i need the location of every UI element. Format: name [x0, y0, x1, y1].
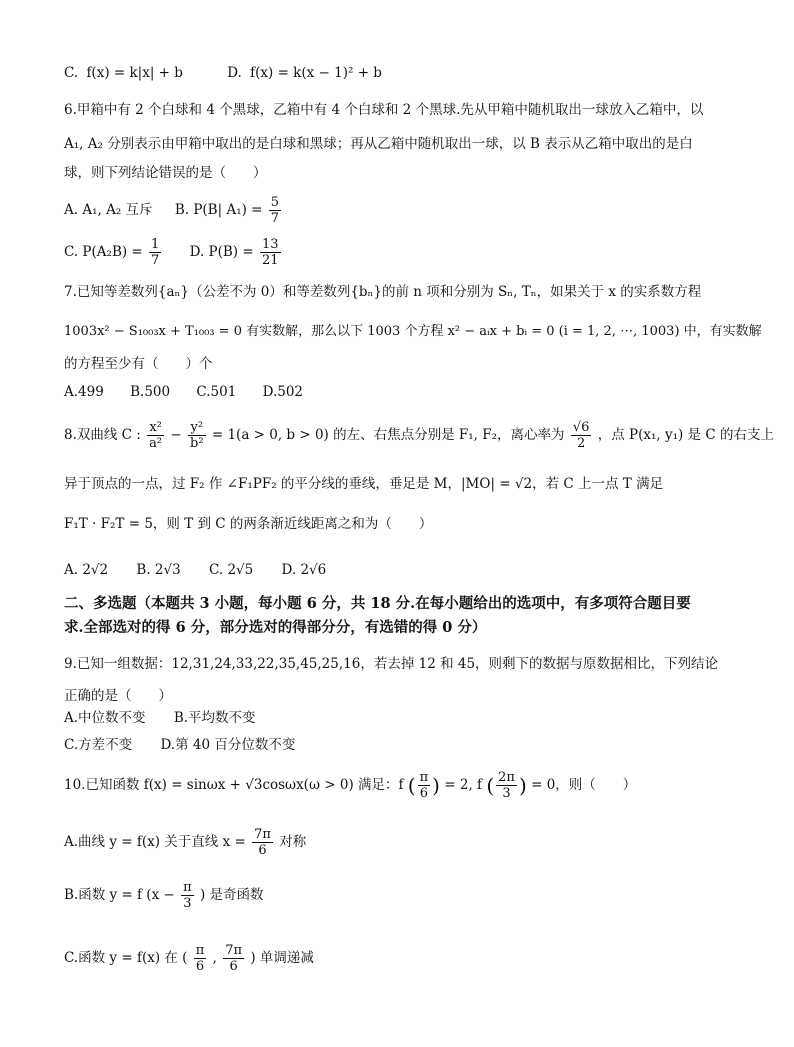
q8-frac1-denominator: a²: [149, 436, 163, 451]
q6-option-c-fraction: [149, 237, 161, 268]
q6-option-d-numerator: 13: [261, 237, 279, 252]
q10-option-b: [64, 880, 754, 911]
q8-option-a: A. 2√2: [64, 562, 109, 578]
section2-heading-line2: 求.全部选对的得 6 分，部分选对的得部分分，有选错的得 0 分）: [64, 619, 487, 636]
q6-option-b-denominator: 7: [270, 211, 280, 226]
q6-option-d-fraction: [260, 237, 281, 268]
q10-stem-mid: = 2, f: [444, 777, 483, 793]
q10-option-c-fraction1: [194, 943, 207, 974]
q8-stem-line3: F₁T · F₂T = 5，则 T 到 C 的两条渐近线距离之和为（ ）: [64, 516, 433, 532]
q7-stem-line2: 1003x² − S₁₀₀₃x + T₁₀₀₃ = 0 有实数解，那么以下 1003 个方程 x² − aᵢx + bᵢ = 0 (i = 1, 2, ⋯, 1003) 中，有实数解: [64, 324, 762, 339]
q6-option-c-numerator: 1: [151, 237, 160, 252]
q6-option-c: [64, 237, 163, 268]
q10-option-a-denominator: 6: [258, 843, 267, 858]
q10-f2-numerator: 2π: [498, 770, 515, 785]
q5-option-d-formula: f(x) = k(x − 1)² + b: [250, 65, 382, 81]
q10-option-c-suffix: ) 单调递减: [250, 950, 314, 966]
q6-option-d-denominator: 21: [261, 253, 279, 268]
q8-stem-suffix: ，点 P(x₁, y₁) 是 C 的右支上: [597, 427, 774, 443]
q6-option-b-numerator: 5: [270, 195, 280, 210]
q7-option-b: B.500: [130, 384, 171, 400]
q9-option-b: B.平均数不变: [173, 710, 256, 726]
q6-option-b: [175, 195, 283, 226]
q6-options-ab: [64, 195, 754, 226]
q10-option-a: [64, 827, 754, 858]
q10-paren-open: (: [407, 773, 416, 798]
q10-stem-suffix: = 0，则（ ）: [531, 777, 637, 793]
q8-fraction-x2-a2: [147, 420, 164, 451]
q6-option-b-fraction: [269, 195, 281, 226]
q7-options: [64, 382, 754, 402]
q6-stem-line2: A₁, A₂ 分别表示由甲箱中取出的是白球和黑球；再从乙箱中随机取出一球，以 B 表示从乙箱中取出的是白: [64, 136, 693, 152]
q10-option-b-numerator: π: [183, 880, 192, 895]
q10-f2-fraction: [496, 770, 517, 801]
q9-option-c: C.方差不变: [64, 737, 133, 753]
q10-option-a-fraction: [252, 827, 273, 858]
q6-stem-line3: 球，则下列结论错误的是（ ）: [64, 165, 267, 181]
q10-option-b-suffix: ) 是奇函数: [199, 887, 264, 903]
q8-stem-mid: = 1(a > 0, b > 0) 的左、右焦点分别是 F₁, F₂，离心率为: [211, 427, 565, 443]
q6-option-c-prefix: C. P(A₂B) =: [64, 244, 143, 260]
q5-option-d-label: D.: [227, 65, 242, 81]
q8-fraction-y2-b2: [188, 420, 206, 451]
q10-stem-prefix: 10.已知函数 f(x) = sinωx + √3cosωx(ω > 0) 满足：f: [64, 777, 404, 793]
q8-minus-sign: −: [170, 427, 182, 443]
q8-eccentricity-fraction: [571, 420, 592, 451]
q6-option-d-prefix: D. P(B) =: [189, 244, 254, 260]
q10-option-c-numerator1: π: [195, 943, 205, 958]
q10-f1-fraction: [418, 770, 431, 801]
q8-option-d: D. 2√6: [281, 562, 327, 578]
q10-option-c-denominator2: 6: [229, 959, 238, 974]
q10-option-b-denominator: 3: [183, 896, 192, 911]
q9-option-a: A.中位数不变: [64, 710, 146, 726]
q6-option-c-denominator: 7: [151, 253, 160, 268]
q7-stem-line1: 7.已知等差数列{aₙ}（公差不为 0）和等差数列{bₙ}的前 n 项和分别为 Sₙ, Tₙ，如果关于 x 的实系数方程: [64, 284, 702, 300]
q8-frac1-numerator: x²: [147, 420, 164, 436]
q8-frac2-denominator: b²: [190, 436, 204, 451]
q10-option-a-numerator: 7π: [254, 827, 271, 842]
q10-option-c-prefix: C.函数 y = f(x) 在 (: [64, 950, 188, 966]
q9-options-cd: [64, 735, 754, 755]
q7-option-d: D.502: [262, 384, 304, 400]
q5-options: [64, 63, 754, 83]
q6-option-a: A. A₁, A₂ 互斥: [64, 202, 153, 218]
q5-option-c-label: C.: [64, 65, 79, 81]
q8-frac3-denominator: 2: [576, 436, 586, 451]
q9-stem-line2: 正确的是（ ）: [64, 688, 172, 704]
q8-option-c: C. 2√5: [209, 562, 254, 578]
q10-paren2-open: (: [486, 773, 495, 798]
q10-f1-numerator: π: [419, 770, 429, 785]
q9-options-ab: [64, 708, 754, 728]
q10-option-c-comma: ,: [212, 950, 217, 966]
q7-stem-line3: 的方程至少有（ ）个: [64, 356, 213, 372]
q10-option-c-fraction2: [223, 943, 244, 974]
q10-option-b-fraction: [181, 880, 194, 911]
q7-option-c: C.501: [196, 384, 237, 400]
q10-option-c-denominator1: 6: [195, 959, 205, 974]
q6-stem-line1: 6.甲箱中有 2 个白球和 4 个黑球，乙箱中有 4 个白球和 2 个黑球.先从甲箱中随机取出一球放入乙箱中，以: [64, 102, 704, 118]
q6-option-d: [190, 237, 283, 268]
q10-option-c-numerator2: 7π: [225, 943, 243, 958]
q7-option-a: A.499: [64, 384, 104, 400]
q8-stem-line2: 异于顶点的一点，过 F₂ 作 ∠F₁PF₂ 的平分线的垂线，垂足是 M，|MO| = √2，若 C 上一点 T 满足: [64, 476, 664, 492]
q8-options: [64, 560, 754, 580]
q8-option-b: B. 2√3: [136, 562, 181, 578]
q8-frac2-numerator: y²: [188, 420, 206, 436]
q10-option-b-prefix: B.函数 y = f (x −: [64, 887, 175, 903]
q6-option-b-prefix: B. P(B| A₁) =: [174, 202, 263, 218]
q8-stem-line1: [64, 420, 774, 451]
q10-option-a-prefix: A.曲线 y = f(x) 关于直线 x =: [64, 834, 246, 850]
q10-option-a-suffix: 对称: [279, 834, 307, 850]
q10-f2-denominator: 3: [502, 786, 511, 801]
q6-options-cd: [64, 237, 754, 268]
q8-stem-prefix: 8.双曲线 C :: [64, 427, 141, 443]
section2-heading-line1: 二、多选题（本题共 3 小题，每小题 6 分，共 18 分.在每小题给出的选项中，有多项符合题目要: [64, 595, 691, 612]
q5-option-c-formula: f(x) = k|x| + b: [86, 65, 183, 81]
q10-option-c: [64, 943, 754, 974]
q10-f1-denominator: 6: [419, 786, 429, 801]
q8-frac3-numerator: √6: [572, 420, 590, 435]
q9-option-d: D.第 40 百分位数不变: [160, 737, 296, 753]
q10-paren-close: ): [432, 773, 440, 798]
q10-stem: [64, 770, 754, 801]
q10-paren2-close: ): [518, 773, 527, 798]
q9-stem-line1: 9.已知一组数据：12,31,24,33,22,35,45,25,16，若去掉 12 和 45，则剩下的数据与原数据相比，下列结论: [64, 656, 719, 672]
